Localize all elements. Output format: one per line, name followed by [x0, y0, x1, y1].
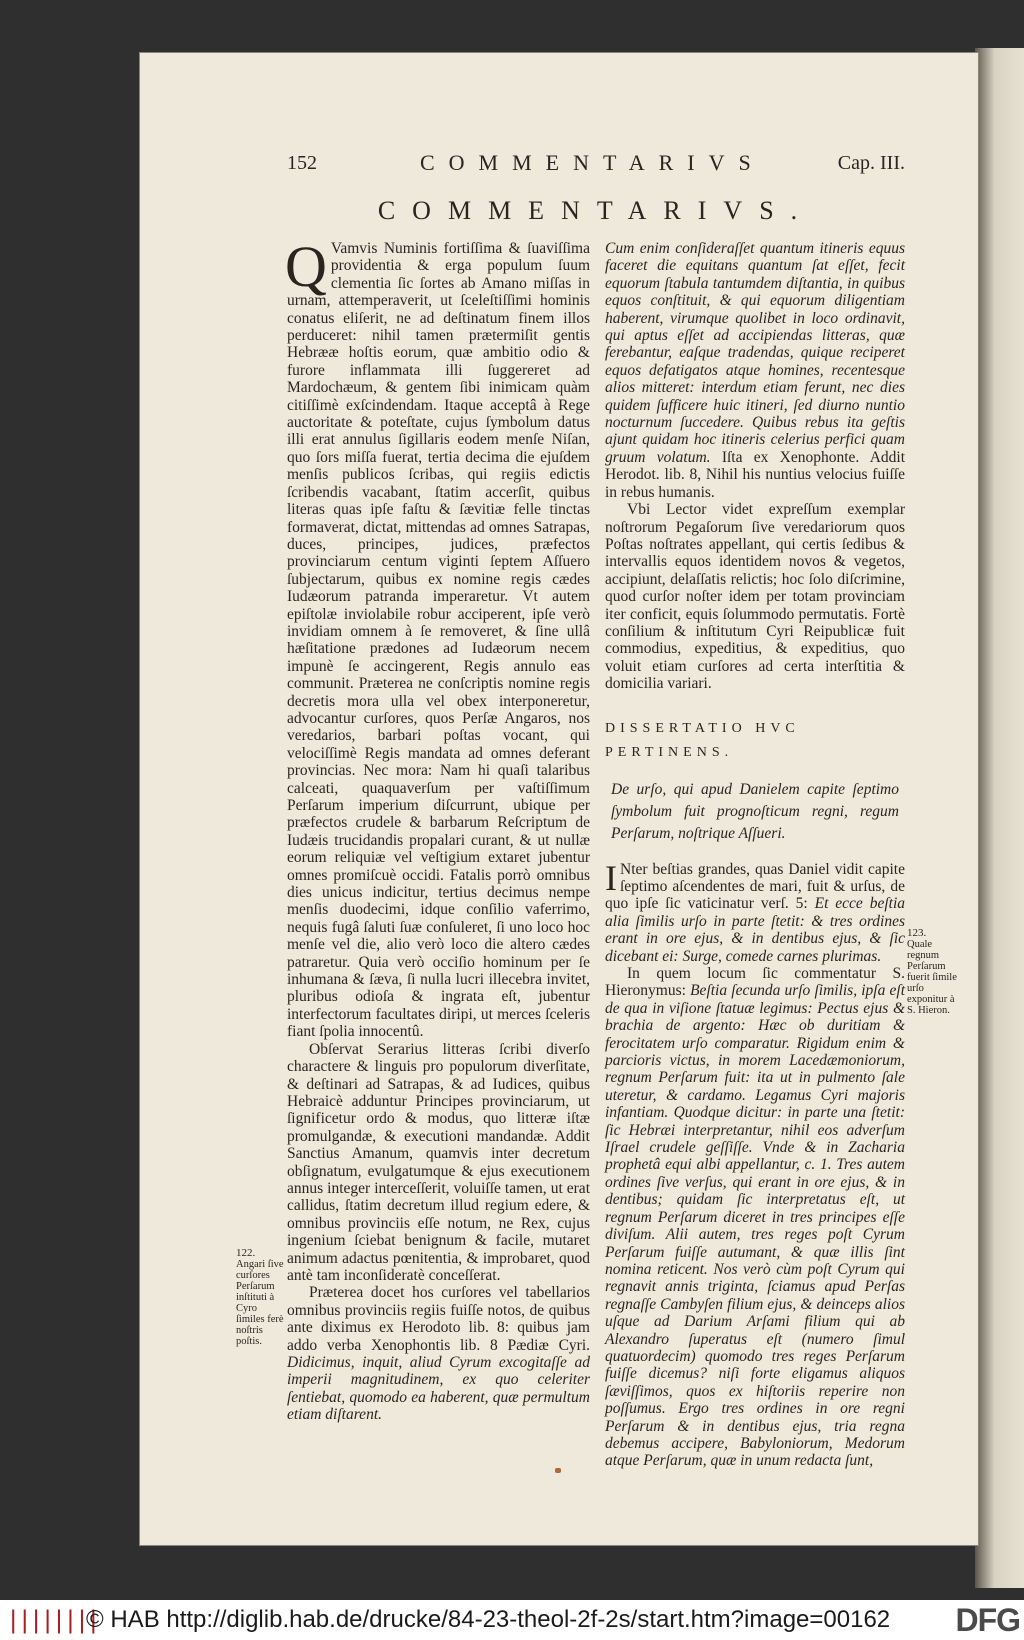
page-number: 152: [287, 152, 317, 174]
dissertation-heading-line1: DISSERTATIO HVC: [605, 720, 800, 736]
source-link[interactable]: © HAB http://diglib.hab.de/drucke/84-23-theol-2f-2s/start.htm?image=00162: [86, 1606, 891, 1633]
page-ornament: [555, 1468, 561, 1473]
viewer-footer: [0, 1600, 1024, 1640]
margin-note-number: 123.: [907, 927, 927, 939]
chapter-label: Cap. III.: [837, 152, 905, 174]
running-title: COMMENTARIVS: [420, 150, 765, 175]
section-title: COMMENTARIVS.: [377, 196, 815, 225]
margin-note-right: [907, 928, 963, 1016]
margin-note-number: 122.: [236, 1247, 256, 1259]
paragraph: Obſervat Serarius litteras ſcribi diverſo charactere & linguis pro populorum diverſitate, & deſtinari ad Satrapas, & ad Iudices, quibus Hebraicè adduntur Principes provinciarum, ut ſignificetur ordo & modus, quo litteræ iſtæ promulgandæ, & executioni mandandæ. Addit Sanctius Amanum, quamvis inter decretum obſignatum, evulgatumque & ejus executionem annus integer interceſſerit, voluiſſe tamen, ut erat callidus, ſtatim decretum illud regium edere, & omnibus provinciis eſſe notum, ne Rex, cujus ingenium ſciebat benignum & facile, mutaret animum adactus pœnitentia, & improbaret, quod antè tam inconſideratè conceſſerat.: [287, 1040, 590, 1284]
left-column: [285, 234, 590, 1424]
barcode-icon: ||||||||: [6, 1606, 98, 1634]
dissertation-subtitle: De urſo, qui apud Danielem capite ſeptimo ſymbolum fuit prognoſticum regni, regum Perſarum, noſtrique Aſſueri.: [611, 780, 899, 842]
drop-cap: Q: [285, 234, 327, 299]
margin-note-text: Quale regnum Perſarum fuerit ſimile urſo exponitur à S. Hieron.: [907, 939, 957, 1016]
paragraph-text: Præterea docet hos curſores vel tabellarios omnibus provinciis regiis fuiſſe notos, de quibus ante diximus ex Herodoto lib. 8: quibus jam addo verba Xenophontis lib. 8 Pædiæ Cyri.: [287, 1284, 590, 1354]
quotation-text: Beſtia ſecunda urſo ſimilis, ipſa eſt de qua in viſione ſtatuæ legimus: Pectus ejus & brachia de argento: Hæc ob duritiam & ferocitatem urſo comparatur. Rigidum enim & parcioris victus, in morem Lacedæmoniorum, regnum Perſarum fuit: ita ut in pulmento ſale uteretur, & cardamo. Legamus Cyri majoris infantiam. Quodque dicitur: in parte una ſtetit: ſic Hebræi interpretantur, nihil eos adverſum Iſrael crudele geſſiſſe. Vnde & in Zacharia prophetâ equi albi appellantur, c. 1. Tres autem ordines ſive verſus, qui erant in ore ejus, & in dentibus; quidam ſic interpretatus eſt, ut regnum Perſarum diceret in tres principes eſſe diviſum. Alii autem, tres reges poſt Cyrum Perſarum fuiſſe autumant, & quæ illis ſint nomina reticent. Nos verò cùm poſt Cyrum qui regnavit annis triginta, ſciamus apud Perſas regnaſſe Cambyſen filium ejus, & deinceps alios uſque ad Darium Arſami filium qui ab Alexandro ſuperatus eſt (numero ſimul quatuordecim) quomodo tres reges Perſarum fuiſſe dicemus? niſi forte eligamus aliquos ſæviſſimos, quos ex hiſtoriis reperire non poſſumus. Ergo tres ordines in ore regni Perſarum & in dentibus ejus, tria regna debemus accipere, Babyloniorum, Medorum atque Perſarum, quæ in unum redacta ſunt,: [605, 982, 905, 1470]
paragraph-text: Vamvis Numinis fortiſſima & ſuaviſſima providentia & erga populum ſuum clementia ſic ſortes ab Amano miſſas in urnam, attemperaverit, ut ſceleſtiſſimi hominis conatus eliſerit, ne ad deſtinatum finem illos perduceret: nihil tamen prætermiſit gentis Hebrææ hoſtis eorum, quæ ambitio odio & furore inflammata illi ſuggereret ad Mardochæum, & gentem ſibi inimicam quàm citiſſimè exſcindendam. Itaque acceptâ à Rege auctoritate & poteſtate, cujus ſymbolum datus illi erat annulus ſigillaris eodem menſe Niſan, quo ſors miſſa fuerat, tertia decima die ejuſdem menſis publicos ſcribas, qui regiis edictis ſcribendis vacabant, ſtatim accerſit, quibus literas quas ipſe faſtu & ſævitiæ felle tinctas formaverat, dictat, mittendas ad omnes Satrapas, duces, principes, judices, præfectos provinciarum centum viginti ſeptem Aſſuero ſubjectarum, quibus ex nomine regis cædes Iudæorum patranda imperaretur. Vt autem epiſtolæ inviolabile robur acciperent, ipſe verò invidiam omnem à ſe removeret, & ſine ullâ hæſitatione prædones ad Iudæorum necem impunè ſe accingerent, Regis annulo eas communit. Præterea ne conſcriptis nomine regis decretis mora ulla vel obex interponeretur, advocantur curſores, quos Perſæ Angaros, nos veredarios, barbari poſtas vocant, qui velociſſimè Regis mandata ad omnes deferant provincias. Nec mora: Nam hi quaſi talaribus calceati, quaquaverſum per vaſtiſſimum Perſarum imperium diſcurrunt, ubique per præfectos crudele & barbarum Reſcriptum de Iudæis trucidandis propalari curant, & ut nullæ eorum reliquiæ vel veſtigium extaret jubentur omnes promiſcuè occidi. Fatalis porrò omnibus dies unicus indicitur, tertius decimus nempe menſis duodecimi, idque conſilio vaferrimo, nequis fugâ ſaluti ſuæ conſuleret, ſi uno loco hoc menſe vel die, alio verò loco die altero cædes patraretur. Quia verò occiſio hominum per ſe inhumana & ſæva, ſi nulla lucri illecebra invitet, pluribus odioſa & ingrata eſt, jubentur interfectorum facultates diripi, ut merces ſceleris fiant ſpolia innocentû.: [287, 240, 590, 1041]
paragraph: [287, 1284, 590, 1423]
quotation-text: Et ecce beſtia alia ſimilis urſo in parte ſtetit: & tres ordines erant in ore ejus, & in dentibus ejus, & ſic dicebant ei: Surge, comede carnes plurimas.: [605, 895, 905, 965]
dissertation-heading-line2: PERTINENS.: [605, 744, 734, 760]
dissertation-heading: [605, 717, 905, 765]
paragraph: [605, 240, 905, 501]
margin-note-left: [236, 1248, 286, 1347]
paragraph: Vbi Lector videt expreſſum exemplar noſtrorum Pegaſorum ſive veredariorum quos Poſtas noſtrates appellant, qui certis ſedibus & intervallis equos identidem novos & vegetos, accipiunt, delaſſatis relictis; hoc ſolo diſcrimine, quod curſor noſter idem per totam provinciam iter conficit, equis ſolummodo permutatis. Fortè conſilium & inſtitutum Cyri Reipublicæ fuit commodius, expeditius, & expeditius, quo voluit etiam curſores ad certa interſtitia & domicilia variari.: [605, 501, 905, 693]
drop-cap: I: [605, 857, 617, 898]
paragraph: [285, 234, 590, 1041]
quotation-text: Cum enim conſideraſſet quantum itineris equus faceret die equitans quantum ſat eſſet, fecit equorum ſtabula tantumdem diſtantia, in quibus equos conſtituit, & qui equorum diligentiam haberent, virumque quolibet in loco ordinavit, qui aptus eſſet ad accipiendas litteras, quæ ferebantur, eaſque tradendas, quique reciperet equos defatigatos atque homines, recentesque alios mitteret: interdum etiam ferunt, nec dies quidem ſufficere huic itineri, ſed diurno nuntio nocturnum ſuccedere. Quibus rebus ita geſtis ajunt quidam hoc itineris celerius perfici quam gruum volatum.: [605, 240, 905, 466]
quotation-text: Didicimus, inquit, aliud Cyrum excogitaſſe ad imperii magnitudinem, ex quo celeriter ſentiebat, quomodo ea haberent, quæ permultum etiam diſtarent.: [287, 1354, 590, 1424]
margin-note-text: Angari ſive curſores Perſarum inſtituti à Cyro ſimiles ferè noſtris poſtis.: [236, 1259, 284, 1347]
paragraph-text: In quem locum ſic commentatur S. Hieronymus:: [605, 965, 905, 1000]
dfg-logo: DFG: [955, 1602, 1020, 1638]
next-page-edge: [975, 48, 1024, 1588]
page-header: [287, 150, 905, 180]
right-column: [605, 240, 905, 1470]
paragraph-text: Nter beſtias grandes, quas Daniel vidit capite ſeptimo aſcendentes de mari, fuit & urſus, de quo ipſe ſic vaticinatur verſ. 5:: [605, 860, 905, 913]
paragraph-text: Iſta ex Xenophonte. Addit Herodot. lib. 8, Nihil his nuntius velocius fuiſſe in rebus humanis.: [605, 448, 905, 501]
paragraph: [605, 857, 905, 965]
paragraph: [605, 965, 905, 1470]
